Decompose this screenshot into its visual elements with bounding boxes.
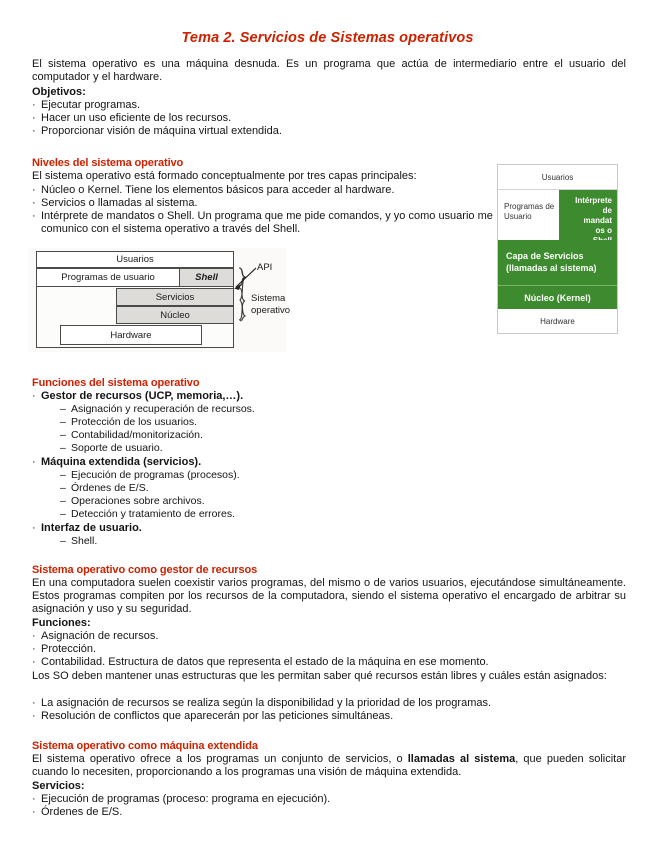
extendida-servicios-label: Servicios: <box>32 780 85 792</box>
funciones-group-1-sub-1: – Asignación y recuperación de recursos. <box>60 403 255 415</box>
funciones-group-2-sub-1: – Ejecución de programas (procesos). <box>60 469 240 481</box>
bullet-dot: · <box>32 184 36 196</box>
bullet-dot: · <box>32 806 36 818</box>
extendida-paragraph: El sistema operativo ofrece a los programas un conjunto de servicios, o llamadas al sistema, que pueden solicitar cuando lo necesiten, proporcionando a los programas una visión de máquina extendida. <box>32 753 627 779</box>
objetivos-item-3: · Proporcionar visión de máquina virtual extendida. <box>32 125 282 137</box>
bullet-dot: · <box>32 197 36 209</box>
bullet-dot: · <box>32 697 36 709</box>
diagram-box-servicios: Servicios <box>116 288 234 306</box>
extendida-servicio-1: · Ejecución de programas (proceso: programa en ejecución). <box>32 793 331 805</box>
diagram-box-hardware: Hardware <box>60 325 202 345</box>
bullet-dot: · <box>32 456 36 468</box>
extendida-bold-term: llamadas al sistema <box>407 753 516 765</box>
dash-marker: – <box>60 416 66 428</box>
gestor-paragraph: En una computadora suelen coexistir varios programas, del mismo o de varios usuarios, ejecutándose simultáneamente. Estos programas compiten por los recursos de la computadora, siendo el sistema operativo el encargado de arbitrar su asignación y uso y su seguridad. <box>32 577 626 616</box>
green-box-usuarios: Usuarios <box>498 165 617 190</box>
bullet-dot: · <box>32 125 36 137</box>
bullet-dot: · <box>32 99 36 111</box>
funciones-group-1-sub-4: – Soporte de usuario. <box>60 442 163 454</box>
green-box-programas-usuario: Programas de Usuario <box>498 190 559 240</box>
funciones-group-2-sub-3: – Operaciones sobre archivos. <box>60 495 205 507</box>
funciones-group-1-sub-3: – Contabilidad/monitorización. <box>60 429 203 441</box>
diagram-box-nucleo: Núcleo <box>116 306 234 324</box>
gestor-funcion-2: · Protección. <box>32 643 97 655</box>
gestor-funcion-1: · Asignación de recursos. <box>32 630 159 642</box>
bullet-dot: · <box>32 630 36 642</box>
bullet-dot: · <box>32 793 36 805</box>
dash-marker: – <box>60 442 66 454</box>
heading-niveles: Niveles del sistema operativo <box>32 157 184 169</box>
dash-marker: – <box>60 469 66 481</box>
diagram-box-shell: Shell <box>179 268 234 287</box>
funciones-group-3-sub-1: – Shell. <box>60 535 98 547</box>
bullet-dot: · <box>32 710 36 722</box>
diagram-label-sistema-operativo: Sistema operativo <box>251 293 291 316</box>
dash-marker: – <box>60 495 66 507</box>
intro-paragraph: El sistema operativo es una máquina desnuda. Es un programa que actúa de intermediario entre el usuario del computador y el hardware. <box>32 58 626 84</box>
bullet-dot: · <box>32 656 36 668</box>
funciones-group-2-label: · Máquina extendida (servicios). <box>32 456 202 468</box>
niveles-paragraph: El sistema operativo está formado conceptualmente por tres capas principales: <box>32 170 417 182</box>
dash-marker: – <box>60 482 66 494</box>
objetivos-item-2: · Hacer un uso eficiente de los recursos. <box>32 112 232 124</box>
dash-marker: – <box>60 535 66 547</box>
niveles-item-1: · Núcleo o Kernel. Tiene los elementos básicos para acceder al hardware. <box>32 184 395 196</box>
page-title: Tema 2. Servicios de Sistemas operativos <box>181 30 474 46</box>
niveles-item-3: · Intérprete de mandatos o Shell. Un programa que me pide comandos, y yo como usuario me comunico con el sistema operativo a través del Shell. <box>32 210 493 236</box>
bullet-dot: · <box>32 210 36 222</box>
dash-marker: – <box>60 508 66 520</box>
objetivos-label: Objetivos: <box>32 86 86 98</box>
bullet-dot: · <box>32 112 36 124</box>
funciones-group-2-sub-4: – Detección y tratamiento de errores. <box>60 508 235 520</box>
green-box-nucleo-kernel: Núcleo (Kernel) <box>498 285 617 309</box>
heading-gestor-recursos: Sistema operativo como gestor de recursos <box>32 564 258 576</box>
niveles-item-2: · Servicios o llamadas al sistema. <box>32 197 198 209</box>
funciones-group-2-sub-2: – Órdenes de E/S. <box>60 482 149 494</box>
bullet-dot: · <box>32 643 36 655</box>
gestor-item2-2: · Resolución de conflictos que aparecerán por las peticiones simultáneas. <box>32 710 394 722</box>
diagram-annotations-svg <box>28 248 286 352</box>
green-box-hardware: Hardware <box>498 309 617 333</box>
funciones-group-1-sub-2: – Protección de los usuarios. <box>60 416 198 428</box>
diagram-label-api: API <box>257 262 273 273</box>
green-box-capa-servicios: Capa de Servicios (llamadas al sistema) <box>498 240 617 285</box>
bullet-dot: · <box>32 390 36 402</box>
bullet-dot: · <box>32 522 36 534</box>
diagram-box-usuarios: Usuarios <box>36 251 234 268</box>
diagram-box-programas: Programas de usuario <box>36 268 180 287</box>
layers-diagram-green <box>497 164 618 334</box>
heading-funciones: Funciones del sistema operativo <box>32 377 200 389</box>
objetivos-item-1: · Ejecutar programas. <box>32 99 141 111</box>
dash-marker: – <box>60 429 66 441</box>
layers-diagram-classic <box>28 248 291 352</box>
gestor-funciones-label: Funciones: <box>32 617 91 629</box>
gestor-item2-1: · La asignación de recursos se realiza según la disponibilidad y la prioridad de los programas. <box>32 697 492 709</box>
gestor-paragraph-2: Los SO deben mantener unas estructuras que les permitan saber qué recursos están libres y cuáles están asignados: <box>32 670 607 682</box>
heading-maquina-extendida: Sistema operativo como máquina extendida <box>32 740 258 752</box>
dash-marker: – <box>60 403 66 415</box>
green-box-interprete-mandatos: Intérprete de mandat os o <box>559 190 617 240</box>
gestor-funcion-3: · Contabilidad. Estructura de datos que representa el estado de la máquina en ese momento. <box>32 656 489 668</box>
funciones-group-3-label: · Interfaz de usuario. <box>32 522 142 534</box>
extendida-servicio-2: · Órdenes de E/S. <box>32 806 123 818</box>
funciones-group-1-label: · Gestor de recursos (UCP, memoria,…). <box>32 390 244 402</box>
